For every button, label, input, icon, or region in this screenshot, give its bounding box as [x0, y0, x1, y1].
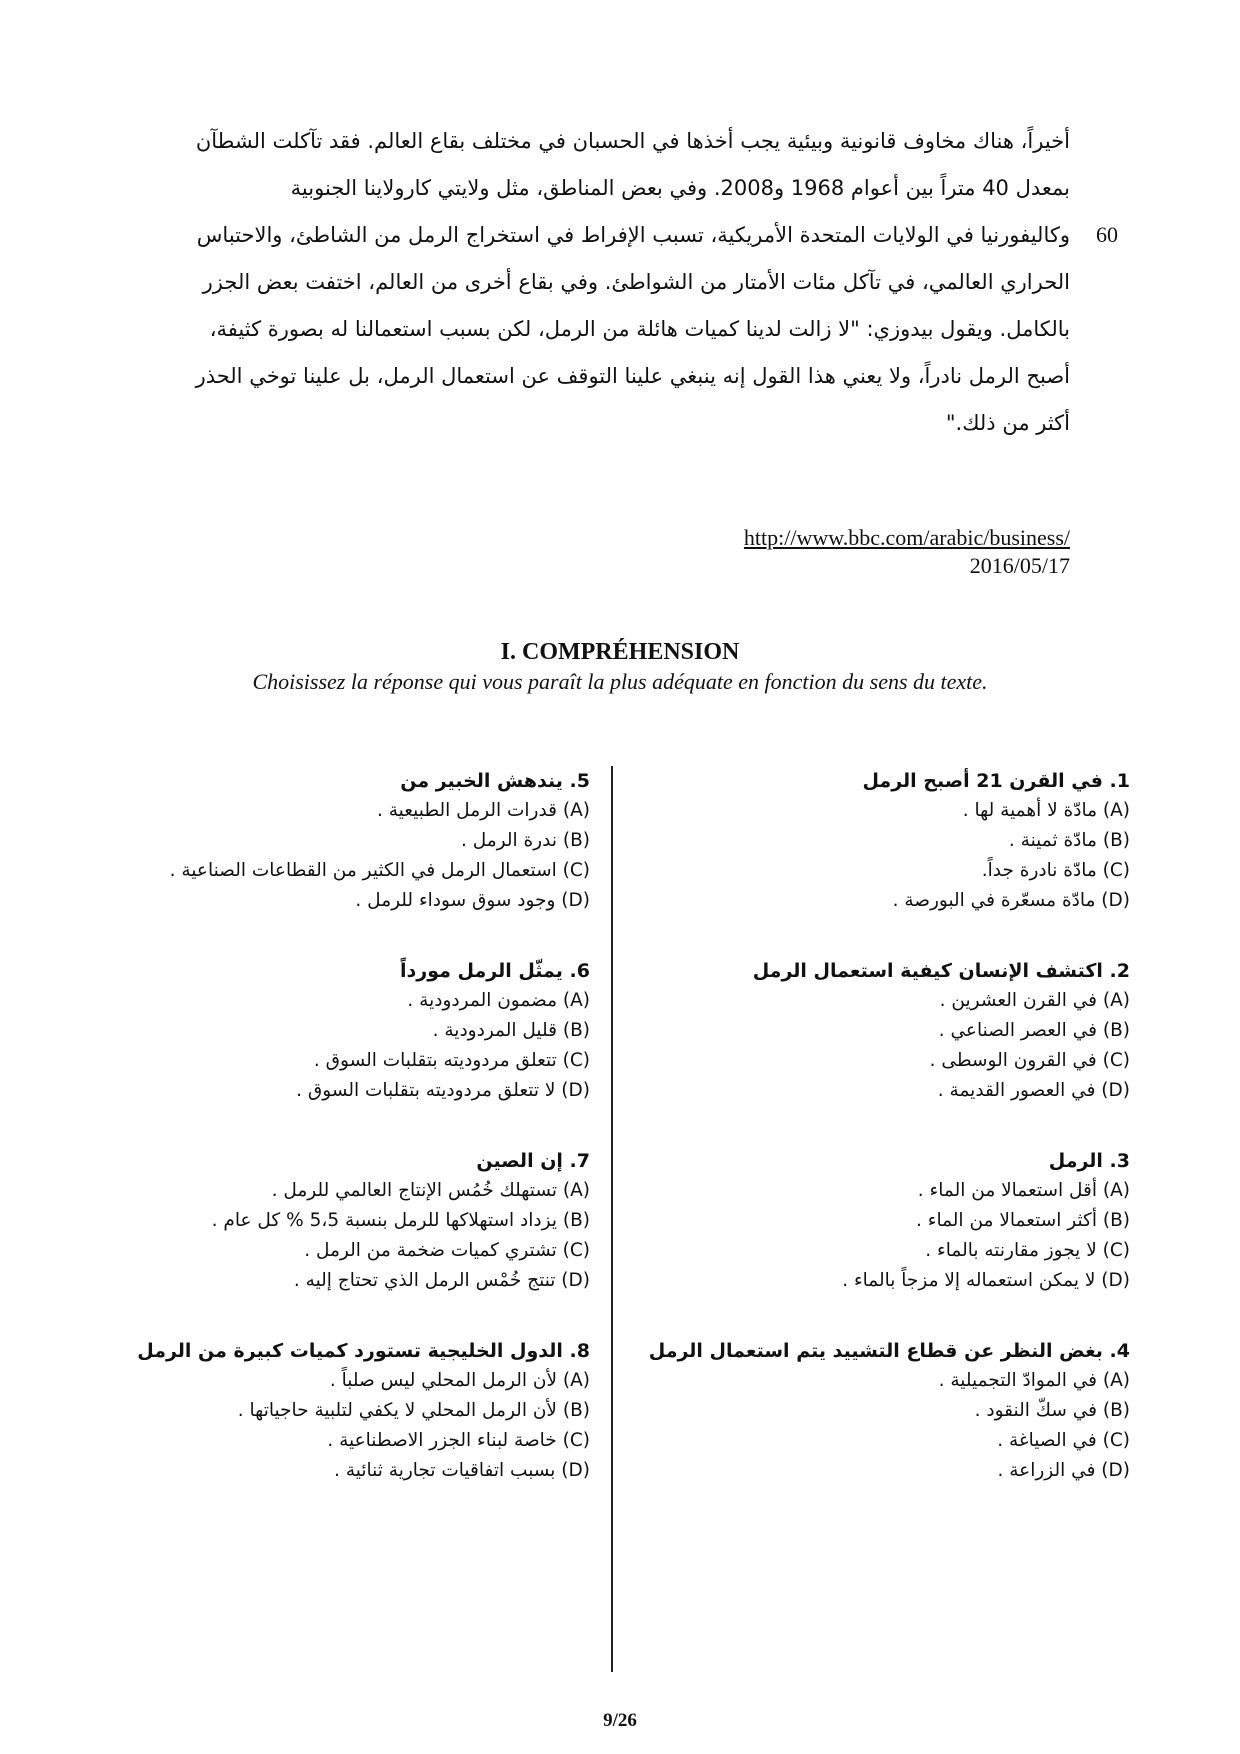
question-stem: 1. في القرن 21 أصبح الرمل [862, 770, 1130, 792]
column-divider [611, 766, 613, 1672]
option-b[interactable]: (B) مادّة ثمينة . [1008, 830, 1130, 851]
question-1 [780, 766, 1130, 956]
question-2 [752, 956, 1130, 1146]
option-b[interactable]: (B) يزداد استهلاكها للرمل بنسبة 5،5 % كل عام . [211, 1210, 590, 1231]
passage-line: أصبح الرمل نادراً، ولا يعني هذا القول إنه ينبغي علينا التوقف عن استعمال الرمل، بل علينا توخي الحذر [195, 364, 1070, 388]
option-b[interactable]: (B) في سكّ النقود . [974, 1400, 1130, 1421]
option-a[interactable]: (A) لأن الرمل المحلي ليس صلباً . [329, 1370, 590, 1391]
option-d[interactable]: (D) لا يمكن استعماله إلا مزجاً بالماء . [842, 1270, 1130, 1291]
option-a[interactable]: (A) مضمون المردودية . [407, 990, 590, 1011]
option-d[interactable]: (D) في الزراعة . [997, 1460, 1130, 1481]
question-stem: 4. بغض النظر عن قطاع التشييد يتم استعمال الرمل [648, 1340, 1130, 1362]
option-a[interactable]: (A) في القرن العشرين . [939, 990, 1130, 1011]
question-stem: 8. الدول الخليجية تستورد كميات كبيرة من الرمل [137, 1340, 590, 1362]
option-d[interactable]: (D) في العصور القديمة . [937, 1080, 1130, 1101]
option-c[interactable]: (C) في الصياغة . [997, 1430, 1130, 1451]
source-reference [690, 524, 1070, 580]
question-stem: 6. يمثّل الرمل مورداً [400, 960, 590, 982]
questions-column-left [120, 766, 590, 1526]
option-c[interactable]: (C) في القرون الوسطى . [929, 1050, 1130, 1071]
option-a[interactable]: (A) أقل استعمالا من الماء . [917, 1180, 1130, 1201]
option-a[interactable]: (A) في الموادّ التجميلية . [938, 1370, 1130, 1391]
option-b[interactable]: (B) قليل المردودية . [432, 1020, 590, 1041]
question-3 [780, 1146, 1130, 1336]
passage-line: أخيراً، هناك مخاوف قانونية وبيئية يجب أخذها في الحسبان في مختلف بقاع العالم. فقد تآكلت الشطآن [195, 129, 1070, 153]
option-c[interactable]: (C) مادّة نادرة جداً. [981, 860, 1130, 881]
section-heading [0, 636, 1240, 696]
option-a[interactable]: (A) مادّة لا أهمية لها . [962, 800, 1130, 821]
option-d[interactable]: (D) لا تتعلق مردوديته بتقلبات السوق . [296, 1080, 590, 1101]
section-title: I. COMPRÉHENSION [500, 639, 740, 665]
option-a[interactable]: (A) قدرات الرمل الطبيعية . [377, 800, 590, 821]
question-7 [120, 1146, 590, 1336]
option-c[interactable]: (C) استعمال الرمل في الكثير من القطاعات الصناعية . [169, 860, 590, 881]
passage-line: وكاليفورنيا في الولايات المتحدة الأمريكية، تسبب الإفراط في استخراج الرمل من الشاطئ، والاحتباس [196, 223, 1070, 247]
source-date: 2016/05/17 [969, 553, 1070, 578]
option-b[interactable]: (B) ندرة الرمل . [460, 830, 590, 851]
option-d[interactable]: (D) مادّة مسعّرة في البورصة . [892, 890, 1130, 911]
passage-line: أكثر من ذلك." [945, 411, 1070, 435]
question-stem: 5. يندهش الخبير من [400, 770, 590, 792]
option-d[interactable]: (D) وجود سوق سوداء للرمل . [355, 890, 590, 911]
question-4 [648, 1336, 1130, 1526]
page-number: 9/26 [603, 1710, 637, 1731]
passage-line: بالكامل. ويقول بيدوزي: "لا زالت لدينا كميات هائلة من الرمل، لكن بسبب استعمالنا له بصورة كثيفة، [209, 317, 1070, 341]
option-d[interactable]: (D) بسبب اتفاقيات تجارية ثنائية . [334, 1460, 590, 1481]
passage-line: الحراري العالمي، في تآكل مئات الأمتار من الشواطئ. وفي بقاع أخرى من العالم، اختفت بعض الجزر [202, 270, 1070, 294]
option-c[interactable]: (C) خاصة لبناء الجزر الاصطناعية . [327, 1430, 590, 1451]
question-8 [120, 1336, 590, 1526]
section-instruction: Choisissez la réponse qui vous paraît la plus adéquate en fonction du sens du texte. [252, 669, 988, 694]
question-stem: 7. إن الصين [476, 1150, 590, 1172]
option-c[interactable]: (C) تشتري كميات ضخمة من الرمل . [304, 1240, 590, 1261]
passage-line: بمعدل 40 متراً بين أعوام 1968 و2008. وفي بعض المناطق، مثل ولايتي كارولاينا الجنوبية [290, 176, 1070, 200]
question-5 [120, 766, 590, 956]
option-c[interactable]: (C) لا يجوز مقارنته بالماء . [925, 1240, 1130, 1261]
arabic-passage [110, 118, 1070, 447]
option-b[interactable]: (B) أكثر استعمالا من الماء . [916, 1210, 1130, 1231]
question-6 [120, 956, 590, 1146]
option-b[interactable]: (B) في العصر الصناعي . [938, 1020, 1130, 1041]
source-url[interactable]: http://www.bbc.com/arabic/business/ [743, 525, 1070, 550]
questions-column-right [648, 766, 1130, 1526]
option-d[interactable]: (D) تنتج خُمْس الرمل الذي تحتاج إليه . [293, 1270, 590, 1291]
question-stem: 2. اكتشف الإنسان كيفية استعمال الرمل [752, 960, 1130, 982]
option-a[interactable]: (A) تستهلك خُمُس الإنتاج العالمي للرمل . [271, 1180, 590, 1201]
question-stem: 3. الرمل [1048, 1150, 1130, 1172]
option-c[interactable]: (C) تتعلق مردوديته بتقلبات السوق . [313, 1050, 590, 1071]
line-number: 60 [1096, 222, 1118, 247]
option-b[interactable]: (B) لأن الرمل المحلي لا يكفي لتلبية حاجياتها . [237, 1400, 590, 1421]
